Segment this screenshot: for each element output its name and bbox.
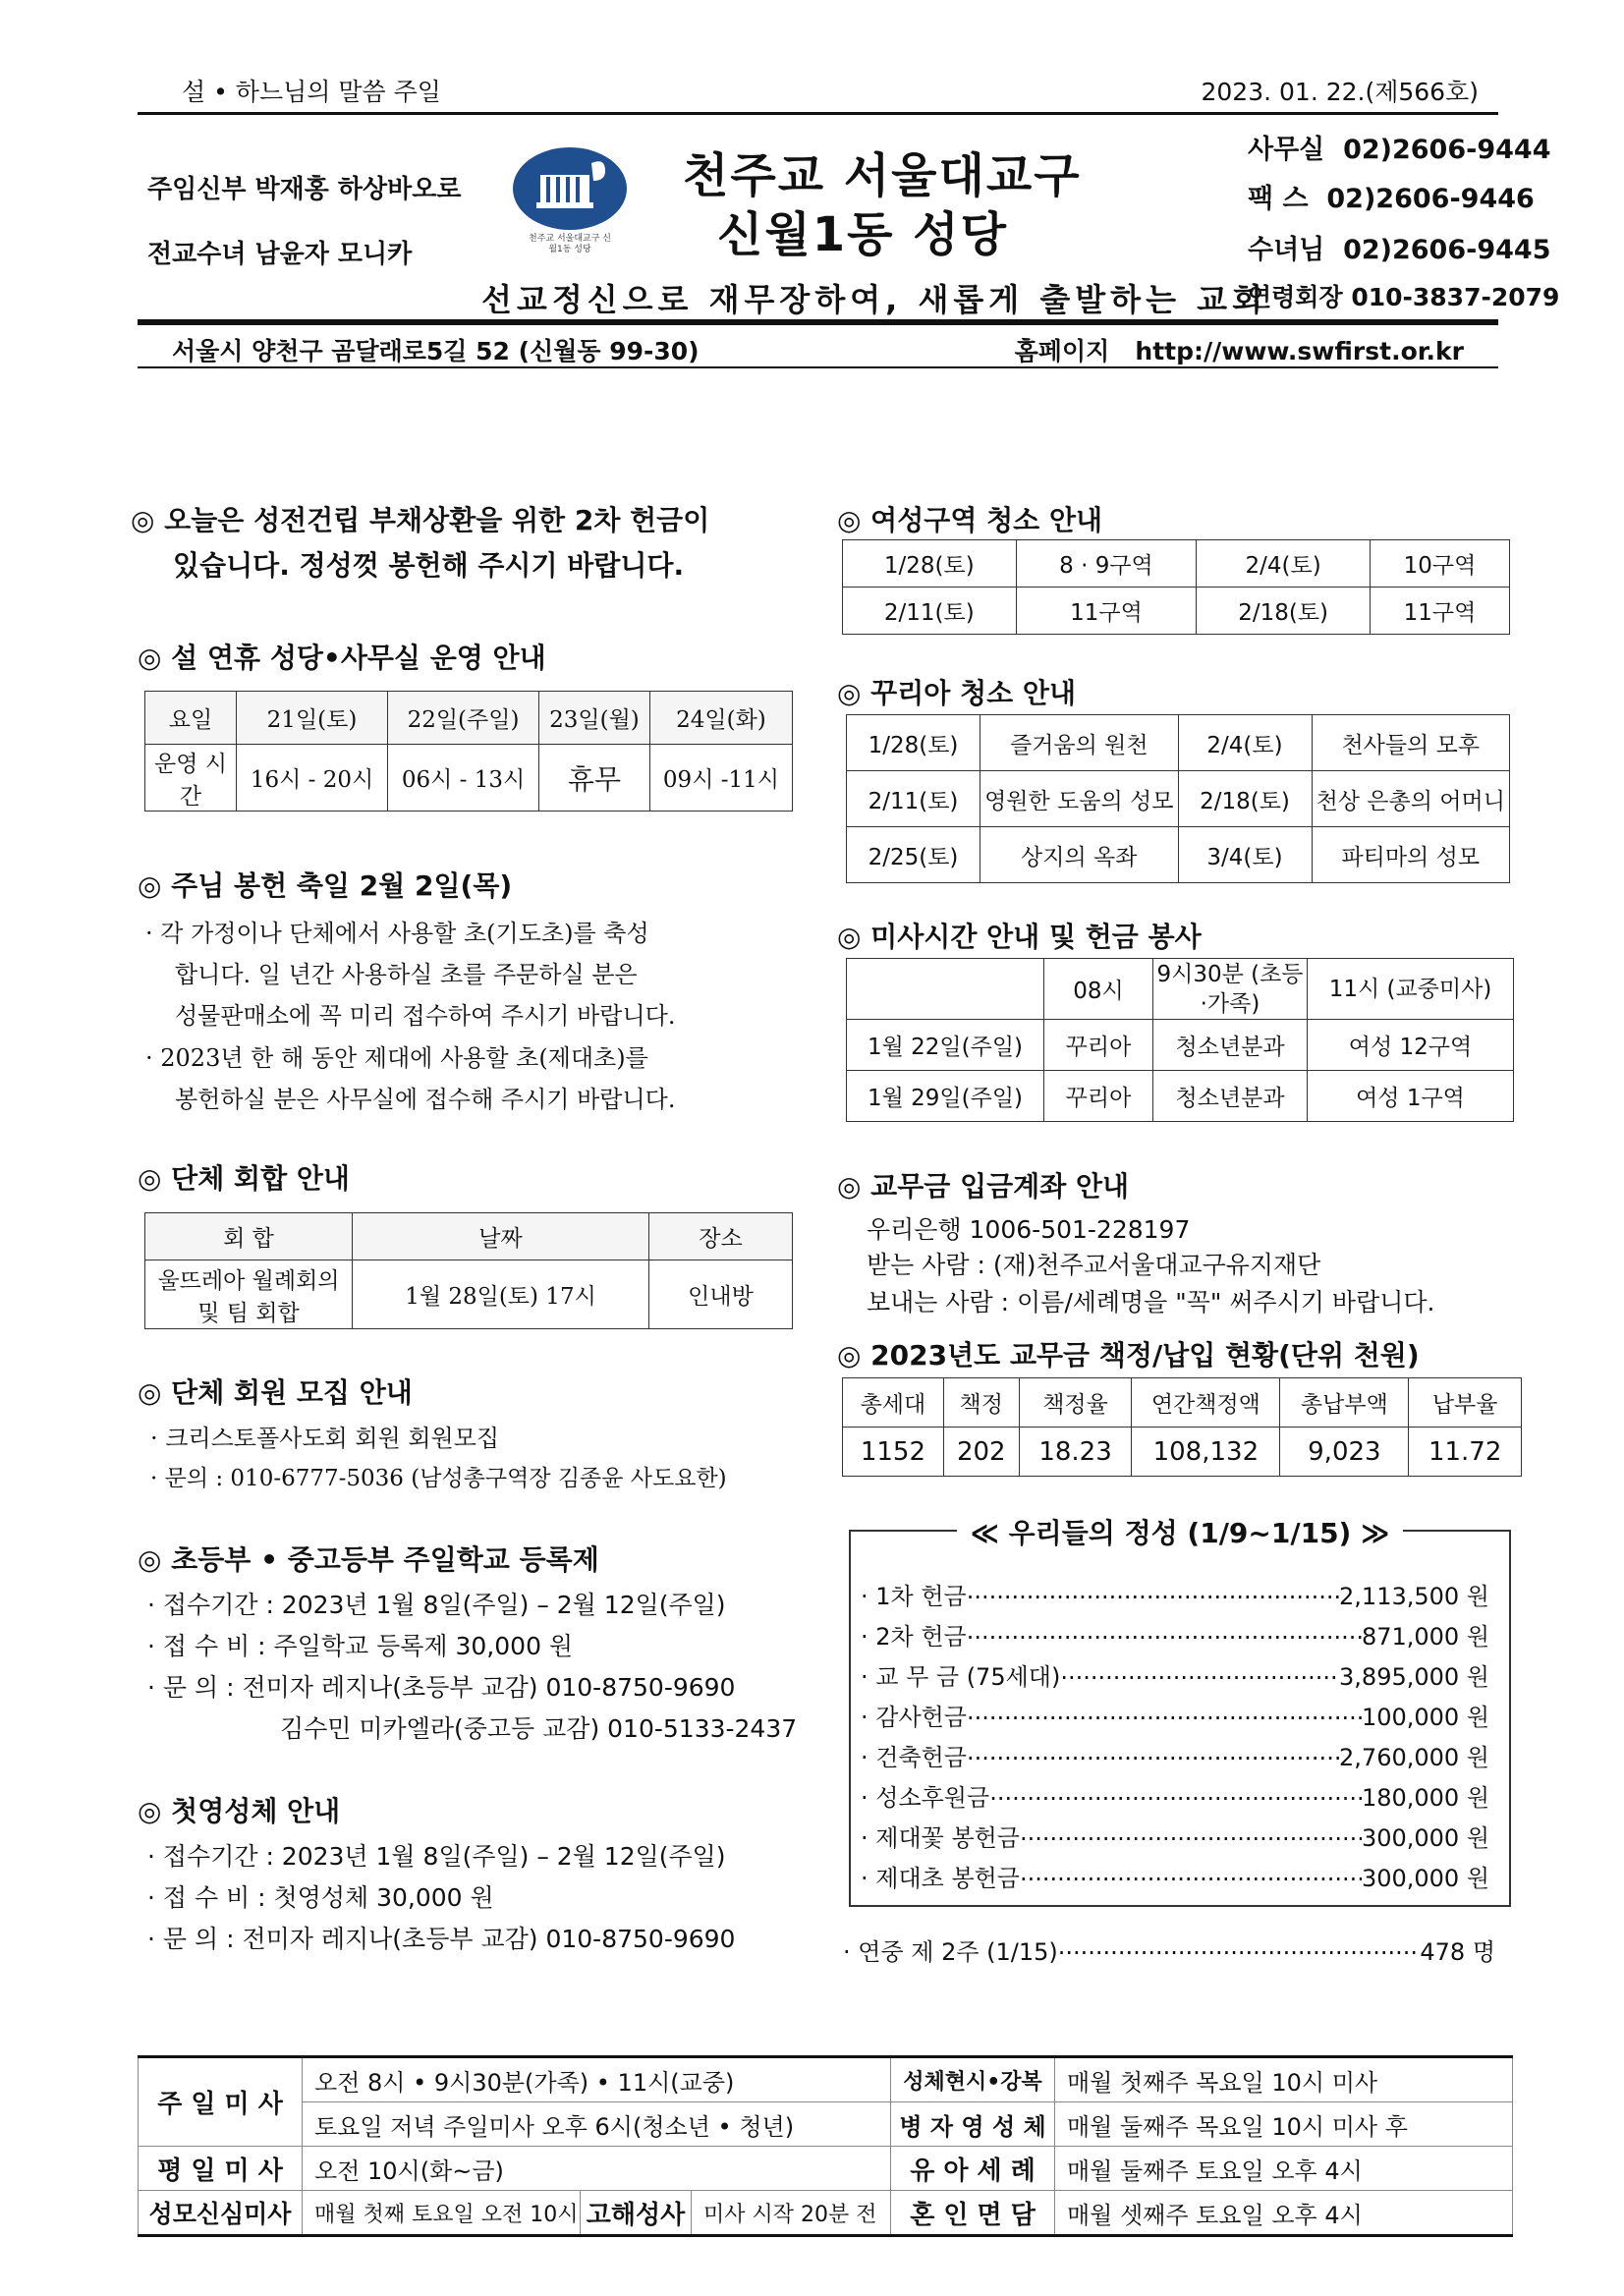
list-item-part: 2,760,000 원 bbox=[1339, 1744, 1489, 1771]
sunday-school-line1: · 접수기간 : 2023년 1월 8일(주일) – 2월 12일(주일) bbox=[147, 1591, 726, 1619]
list-item-part: 100,000 원 bbox=[1361, 1704, 1489, 1731]
table-cell: 2/4(토) bbox=[1197, 540, 1371, 588]
list-item-part bbox=[1020, 1859, 1362, 1893]
table-cell: 10구역 bbox=[1370, 540, 1509, 588]
table-cell: 병 자 영 성 체 bbox=[891, 2102, 1055, 2147]
list-item-part: 871,000 원 bbox=[1361, 1623, 1489, 1651]
list-item-part: · 제대초 봉헌금 bbox=[861, 1865, 1020, 1892]
offering-item-6 bbox=[861, 1778, 1489, 1813]
pastor-name: 주임신부 박재홍 하상바오로 bbox=[147, 175, 462, 204]
table-cell: 장소 bbox=[649, 1213, 793, 1260]
table-cell: 울뜨레아 월례회의 및 팀 회합 bbox=[145, 1260, 353, 1329]
table-cell: 2/11(토) bbox=[843, 588, 1017, 635]
offering-box bbox=[849, 1517, 1511, 1907]
table-cell: 8 · 9구역 bbox=[1016, 540, 1197, 588]
sunday-school-line3: · 문 의 : 전미자 레지나(초등부 교감) 010-8750-9690 bbox=[147, 1673, 736, 1702]
table-cell: 11구역 bbox=[1016, 588, 1197, 635]
women-clean-title: ◎ 여성구역 청소 안내 bbox=[837, 504, 1103, 536]
list-item-part bbox=[967, 1577, 1339, 1611]
table-cell: 1월 22일(주일) bbox=[847, 1020, 1044, 1071]
contact-nun: 수녀님 02)2606-9445 bbox=[1248, 235, 1551, 265]
attendance-row bbox=[843, 1932, 1495, 1967]
table-cell: 주 일 미 사 bbox=[139, 2057, 303, 2147]
table-cell: 파티마의 성모 bbox=[1312, 827, 1510, 883]
first-communion-line1: · 접수기간 : 2023년 1월 8일(주일) – 2월 12일(주일) bbox=[147, 1842, 726, 1871]
list-item-part: · 감사헌금 bbox=[861, 1704, 967, 1731]
table-cell: 청소년분과 bbox=[1153, 1020, 1308, 1071]
list-item-part: 180,000 원 bbox=[1361, 1784, 1489, 1812]
list-item-part: 478 명 bbox=[1420, 1938, 1495, 1966]
table-cell: 천상 은총의 어머니 bbox=[1312, 771, 1510, 827]
table-cell: 매월 둘째주 목요일 10시 미사 후 bbox=[1055, 2102, 1513, 2147]
table-cell: 꾸리아 bbox=[1044, 1020, 1153, 1071]
table-cell: 천사들의 모후 bbox=[1312, 715, 1510, 771]
account-receiver: 받는 사람 : (재)천주교서울대교구유지재단 bbox=[867, 1251, 1321, 1279]
list-item-part: · 성소후원금 bbox=[861, 1784, 990, 1812]
recruit-line1: · 크리스토폴사도회 회원 회원모집 bbox=[150, 1425, 500, 1452]
homepage[interactable]: 홈페이지 http://www.swfirst.or.kr bbox=[1014, 337, 1464, 365]
women-clean-table bbox=[842, 539, 1510, 635]
issue-date: 2023. 01. 22.(제566호) bbox=[1201, 78, 1479, 106]
candlemas-title: ◎ 주님 봉헌 축일 2월 2일(목) bbox=[138, 869, 513, 902]
table-cell: 매월 둘째주 토요일 오후 4시 bbox=[1055, 2147, 1513, 2191]
table-cell: 유 아 세 례 bbox=[891, 2147, 1055, 2191]
holiday-table bbox=[144, 691, 793, 812]
table-cell: 2/4(토) bbox=[1178, 715, 1312, 771]
table-cell: 1/28(토) bbox=[847, 715, 980, 771]
list-item-part bbox=[967, 1617, 1362, 1652]
table-cell: 회 합 bbox=[145, 1213, 353, 1260]
list-item-part: 2,113,500 원 bbox=[1339, 1583, 1489, 1610]
table-cell: 1152 bbox=[843, 1428, 944, 1477]
notice-2nd-collection-line2: 있습니다. 정성껏 봉헌해 주시기 바랍니다. bbox=[173, 549, 685, 582]
mass-service-title: ◎ 미사시간 안내 및 헌금 봉사 bbox=[837, 921, 1202, 953]
list-item-part bbox=[1020, 1819, 1362, 1853]
table-cell: 오전 10시(화~금) bbox=[303, 2147, 891, 2191]
list-item-part: 300,000 원 bbox=[1361, 1865, 1489, 1892]
table-cell: 9,023 bbox=[1280, 1428, 1409, 1477]
feast-title: 설 • 하느님의 말씀 주일 bbox=[182, 78, 441, 106]
first-communion-line2: · 접 수 비 : 첫영성체 30,000 원 bbox=[147, 1883, 494, 1912]
table-cell: 고해성사 bbox=[581, 2191, 692, 2236]
contact-office: 사무실 02)2606-9444 bbox=[1248, 135, 1551, 165]
sunday-school-line2: · 접 수 비 : 주일학교 등록제 30,000 원 bbox=[147, 1632, 574, 1660]
table-cell: 108,132 bbox=[1132, 1428, 1280, 1477]
table-cell: 24일(화) bbox=[649, 692, 792, 745]
table-cell: 21일(토) bbox=[237, 692, 388, 745]
table-cell: 성체현시•강복 bbox=[891, 2057, 1055, 2102]
table-cell: 매월 셋째주 토요일 오후 4시 bbox=[1055, 2191, 1513, 2236]
sunday-school-line4: 김수민 미카엘라(중고등 교감) 010-5133-2437 bbox=[280, 1714, 798, 1743]
table-cell: 미사 시작 20분 전 bbox=[692, 2191, 891, 2236]
offering-item-3 bbox=[861, 1657, 1489, 1692]
table-cell bbox=[847, 959, 1044, 1020]
table-cell: 날짜 bbox=[353, 1213, 649, 1260]
notice-2nd-collection: ◎ 오늘은 성전건립 부채상환을 위한 2차 헌금이 bbox=[131, 504, 710, 536]
list-item-part bbox=[967, 1738, 1339, 1772]
table-cell: 08시 bbox=[1044, 959, 1153, 1020]
account-bank: 우리은행 1006-501-228197 bbox=[867, 1215, 1191, 1244]
table-cell: 3/4(토) bbox=[1178, 827, 1312, 883]
table-cell: 휴무 bbox=[539, 745, 650, 812]
nun-name: 전교수녀 남윤자 모니카 bbox=[147, 240, 413, 269]
table-cell: 청소년분과 bbox=[1153, 1071, 1308, 1122]
church-motto: 선교정신으로 재무장하여, 새롭게 출발하는 교회 bbox=[481, 281, 1267, 318]
list-item-part bbox=[1060, 1657, 1339, 1692]
table-cell: 2/11(토) bbox=[847, 771, 980, 827]
table-cell: 운영 시간 bbox=[145, 745, 237, 812]
mass-schedule-table bbox=[138, 2055, 1513, 2237]
table-cell: 09시 -11시 bbox=[649, 745, 792, 812]
recruit-title: ◎ 단체 회원 모집 안내 bbox=[138, 1376, 413, 1409]
offering-item-2 bbox=[861, 1617, 1489, 1652]
table-cell: 인내방 bbox=[649, 1260, 793, 1329]
table-cell: 1월 28일(토) 17시 bbox=[353, 1260, 649, 1329]
table-cell: 영원한 도움의 성모 bbox=[980, 771, 1179, 827]
list-item-part bbox=[989, 1778, 1362, 1813]
first-communion-line3: · 문 의 : 전미자 레지나(초등부 교감) 010-8750-9690 bbox=[147, 1925, 736, 1953]
offering-item-4 bbox=[861, 1698, 1489, 1732]
contact-funeral: 연령회장 010-3837-2079 bbox=[1248, 283, 1560, 311]
candlemas-line4: · 2023년 한 해 동안 제대에 사용할 초(제대초)를 bbox=[145, 1044, 648, 1072]
curia-clean-table bbox=[846, 714, 1510, 883]
recruit-line2: · 문의 : 010-6777-5036 (남성총구역장 김종윤 사도요한) bbox=[150, 1466, 727, 1491]
table-cell: 1월 29일(주일) bbox=[847, 1071, 1044, 1122]
table-cell: 2/25(토) bbox=[847, 827, 980, 883]
list-item-part: 300,000 원 bbox=[1361, 1824, 1489, 1852]
list-item-part: · 제대꽃 봉헌금 bbox=[861, 1824, 1020, 1852]
list-item-part: · 2차 헌금 bbox=[861, 1623, 967, 1651]
table-cell: 11구역 bbox=[1370, 588, 1509, 635]
contact-fax: 팩 스 02)2606-9446 bbox=[1248, 184, 1535, 214]
list-item-part bbox=[967, 1698, 1362, 1732]
curia-clean-title: ◎ 꾸리아 청소 안내 bbox=[837, 677, 1077, 709]
table-cell: 총납부액 bbox=[1280, 1378, 1409, 1428]
table-cell: 토요일 저녁 주일미사 오후 6시(청소년 • 청년) bbox=[303, 2102, 891, 2147]
table-cell: 매월 첫째주 목요일 10시 미사 bbox=[1055, 2057, 1513, 2102]
sunday-school-title: ◎ 초등부 • 중고등부 주일학교 등록제 bbox=[138, 1543, 599, 1576]
list-item-part: · 건축헌금 bbox=[861, 1744, 967, 1771]
holiday-title: ◎ 설 연휴 성당•사무실 운영 안내 bbox=[138, 642, 546, 674]
offering-title: ≪ 우리들의 정성 (1/9~1/15) ≫ bbox=[851, 1512, 1509, 1551]
table-cell: 오전 8시 • 9시30분(가족) • 11시(교중) bbox=[303, 2057, 891, 2102]
address-bar bbox=[138, 325, 1498, 368]
logo-caption: 천주교 서울대교구 신월1동 성당 bbox=[529, 234, 611, 254]
table-cell: 상지의 옥좌 bbox=[980, 827, 1179, 883]
table-cell: 꾸리아 bbox=[1044, 1071, 1153, 1122]
table-cell: 평 일 미 사 bbox=[139, 2147, 303, 2191]
table-cell: 11시 (교중미사) bbox=[1308, 959, 1514, 1020]
table-cell: 23일(월) bbox=[539, 692, 650, 745]
offering-item-7 bbox=[861, 1819, 1489, 1853]
table-cell: 22일(주일) bbox=[388, 692, 539, 745]
table-cell: 책정 bbox=[943, 1378, 1019, 1428]
table-cell: 연간책정액 bbox=[1132, 1378, 1280, 1428]
table-cell: 혼 인 면 담 bbox=[891, 2191, 1055, 2236]
mass-service-table bbox=[846, 958, 1514, 1122]
table-cell: 1/28(토) bbox=[843, 540, 1017, 588]
list-item-part: · 1차 헌금 bbox=[861, 1583, 967, 1610]
account-title: ◎ 교무금 입금계좌 안내 bbox=[837, 1170, 1130, 1203]
table-cell: 2/18(토) bbox=[1197, 588, 1371, 635]
church-logo bbox=[511, 147, 629, 255]
list-item-part: · 교 무 금 (75세대) bbox=[861, 1663, 1061, 1691]
table-cell: 9시30분 (초등·가족) bbox=[1153, 959, 1308, 1020]
first-communion-title: ◎ 첫영성체 안내 bbox=[138, 1795, 341, 1827]
offering-item-1 bbox=[861, 1577, 1489, 1611]
table-cell: 즐거움의 원천 bbox=[980, 715, 1179, 771]
candlemas-line2: 합니다. 일 년간 사용하실 초를 주문하실 분은 bbox=[175, 961, 638, 988]
offering-item-5 bbox=[861, 1738, 1489, 1772]
list-item-part: 3,895,000 원 bbox=[1339, 1663, 1489, 1691]
church-name-line1: 천주교 서울대교구 bbox=[683, 148, 1082, 203]
table-cell: 요일 bbox=[145, 692, 237, 745]
meeting-title: ◎ 단체 회합 안내 bbox=[138, 1162, 350, 1195]
table-cell: 202 bbox=[943, 1428, 1019, 1477]
list-item-part: · 연중 제 2주 (1/15) bbox=[843, 1938, 1058, 1966]
table-cell: 18.23 bbox=[1019, 1428, 1132, 1477]
offering-item-8 bbox=[861, 1859, 1489, 1893]
table-cell: 납부율 bbox=[1409, 1378, 1522, 1428]
table-cell: 06시 - 13시 bbox=[388, 745, 539, 812]
table-cell: 매월 첫째 토요일 오전 10시 bbox=[303, 2191, 581, 2236]
candlemas-line3: 성물판매소에 꼭 미리 접수하여 주시기 바랍니다. bbox=[175, 1002, 676, 1030]
table-cell: 여성 12구역 bbox=[1308, 1020, 1514, 1071]
candlemas-line5: 봉헌하실 분은 사무실에 접수해 주시기 바랍니다. bbox=[175, 1086, 676, 1113]
account-sender: 보내는 사람 : 이름/세례명을 "꼭" 써주시기 바랍니다. bbox=[867, 1288, 1435, 1316]
address: 서울시 양천구 곰달래로5길 52 (신월동 99-30) bbox=[172, 337, 700, 365]
list-item-part bbox=[1058, 1932, 1421, 1967]
table-cell: 여성 1구역 bbox=[1308, 1071, 1514, 1122]
table-cell: 성모신심미사 bbox=[139, 2191, 303, 2236]
table-cell: 16시 - 20시 bbox=[237, 745, 388, 812]
table-cell: 11.72 bbox=[1409, 1428, 1522, 1477]
table-cell: 책정율 bbox=[1019, 1378, 1132, 1428]
church-name-line2: 신월1동 성당 bbox=[717, 207, 1008, 262]
dues-table bbox=[842, 1377, 1522, 1477]
dues-title: ◎ 2023년도 교무금 책정/납입 현황(단위 천원) bbox=[837, 1339, 1420, 1372]
candlemas-line1: · 각 가정이나 단체에서 사용할 초(기도초)를 축성 bbox=[145, 920, 649, 947]
meeting-table bbox=[144, 1212, 793, 1329]
table-cell: 2/18(토) bbox=[1178, 771, 1312, 827]
table-cell: 총세대 bbox=[843, 1378, 944, 1428]
header-top-bar bbox=[138, 69, 1498, 115]
